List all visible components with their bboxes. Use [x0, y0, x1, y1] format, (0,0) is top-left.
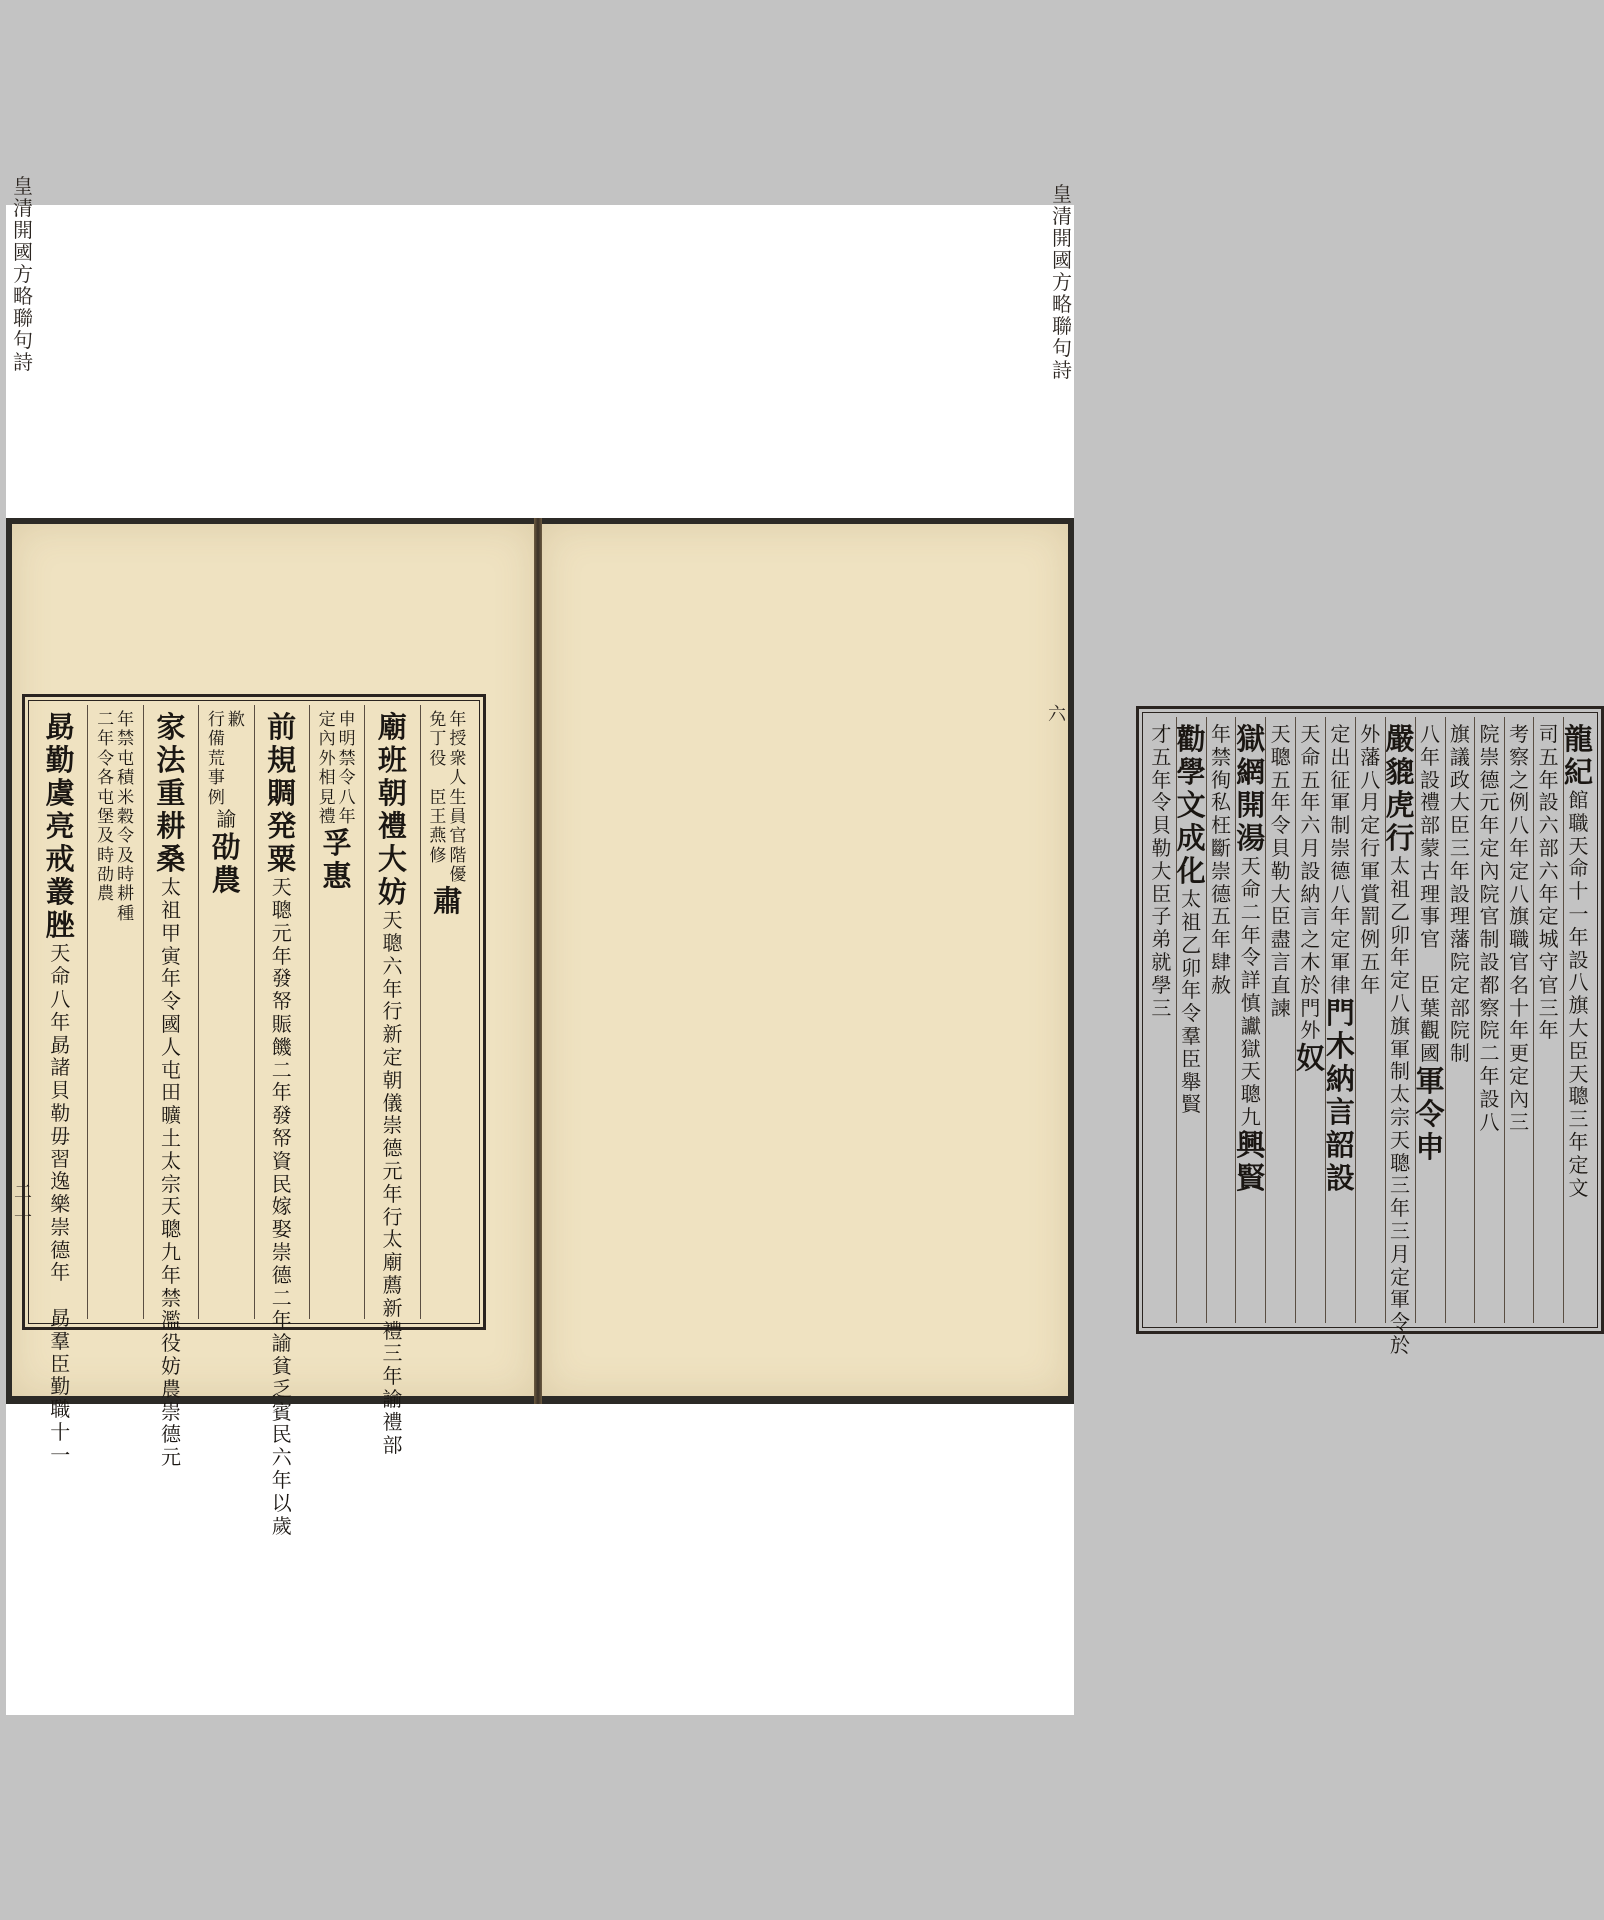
annotation-line: 歉 — [227, 710, 245, 730]
text-column — [364, 705, 419, 1457]
text-column — [1415, 717, 1445, 1323]
annotation-line: 院 崇 德 元 年 定 內 院 官 制 設 都 察 院 二 年 設 八 — [1479, 722, 1500, 1134]
annotation-line: 年 勗 羣 臣 勤 職 十 一 — [50, 1260, 71, 1467]
annotation-line: 太 宗 天 聰 九 年 禁 濫 役 妨 農 崇 德 元 — [160, 1148, 181, 1470]
text-column — [309, 705, 364, 1319]
text-column — [420, 705, 475, 1319]
annotation-line: 定 出 征 軍 制 崇 德 八 年 定 軍 律 — [1330, 722, 1351, 997]
right-margin-title-text: 皇 清 開 國 方 略 — [1052, 182, 1072, 316]
annotation-line: 年 禁 屯 積 米 穀 令 及 時 耕 種 — [117, 710, 135, 924]
text-column — [1206, 717, 1236, 1323]
text-column — [1504, 717, 1534, 1323]
left-margin-title — [12, 175, 34, 373]
text-column — [254, 705, 309, 1538]
text-column — [1533, 717, 1563, 1323]
annotation-line: 太 祖 乙 卯 年 令 羣 臣 舉 賢 — [1181, 887, 1202, 1117]
annotation-pair — [319, 711, 356, 827]
heading-verse: 龍 紀 — [1563, 722, 1593, 790]
text-column — [1325, 717, 1355, 1323]
heading-verse: 軍 令 申 — [1415, 1063, 1445, 1165]
annotation-line: 太 祖 乙 卯 年 定 八 旗 軍 制 — [1390, 854, 1411, 1084]
annotation-line: 行 備 荒 事 例 — [207, 710, 225, 808]
book-spread — [6, 518, 1593, 1538]
right-page-number: 六 — [1048, 704, 1066, 725]
annotation-line: 司 五 年 設 六 部 六 年 定 城 守 官 三 年 — [1538, 722, 1559, 1043]
heading-verse: 廟 班 朝 禮 大 妨 — [377, 710, 407, 910]
left-columns — [33, 705, 475, 1538]
annotation-line: 崇 德 二 年 — [271, 1239, 292, 1333]
annotation-line: 天 命 二 年 令 詳 慎 讞 獄 天 聰 九 — [1240, 854, 1261, 1129]
heading-verse: 奴 — [1295, 1041, 1325, 1076]
left-margin-sub-text: 聯 句 詩 — [13, 306, 33, 374]
annotation-line: 天 聰 五 年 令 貝 勒 大 臣 盡 言 直 諫 — [1270, 722, 1291, 1020]
text-column — [1385, 717, 1415, 1357]
annotation-line: 八 年 設 禮 部 蒙 古 理 事 官 臣 葉 觀 國 — [1420, 722, 1441, 1066]
annotation-line: 旗 議 政 大 臣 三 年 設 理 藩 院 定 部 院 制 — [1449, 722, 1470, 1066]
annotation-line: 年 授 衆 人 生 員 官 階 優 — [449, 710, 467, 885]
left-margin-title-text: 皇 清 開 國 方 略 — [13, 174, 33, 308]
annotation-line: 天 聰 元 年 發 帑 賑 饑 二 年 發 帑 資 民 嫁 娶 — [271, 875, 292, 1242]
annotation-line: 考 察 之 例 八 年 定 八 旗 職 官 名 十 年 更 定 內 三 — [1509, 722, 1530, 1134]
annotation-line: 太 祖 甲 寅 年 令 國 人 屯 田 曠 土 — [160, 875, 181, 1150]
annotation-line: 諭 — [216, 806, 237, 831]
text-column — [87, 705, 142, 1319]
heading-verse: 家 法 重 耕 桑 — [156, 710, 186, 877]
annotation-line: 太 廟 薦 新 禮 三 年 — [382, 1227, 403, 1389]
heading-verse: 獄 網 開 湯 — [1236, 722, 1266, 856]
text-column — [143, 705, 198, 1470]
annotation-line: 定 內 外 相 見 禮 — [318, 710, 336, 827]
annotation-line: 天 命 五 年 六 月 設 納 言 之 木 於 門 外 — [1300, 722, 1321, 1043]
heading-verse: 興 賢 — [1236, 1127, 1266, 1195]
annotation-line: 免 丁 役 臣 王 燕 修 — [429, 710, 447, 866]
text-column — [1265, 717, 1295, 1323]
text-column — [198, 705, 253, 1319]
annotation-line: 申 明 禁 令 八 年 — [338, 710, 356, 827]
heading-verse: 劭 農 — [211, 829, 241, 897]
heading-verse: 勸 學 文 成 化 — [1176, 722, 1206, 889]
right-margin-title — [1050, 183, 1074, 381]
heading-verse: 前 規 賙 発 粟 — [267, 710, 297, 877]
annotation-pair — [208, 711, 245, 808]
right-text-panel — [1136, 706, 1604, 1357]
right-margin-sub-text: 聯 句 詩 — [1052, 314, 1072, 382]
annotation-line: 二 年 令 各 屯 堡 及 時 劭 農 — [97, 710, 115, 905]
right-leaf — [542, 524, 1593, 1396]
annotation-line: 館 職 天 命 十 一 年 設 八 旗 大 臣 天 聰 三 年 定 文 — [1568, 788, 1589, 1200]
right-columns — [1147, 717, 1593, 1357]
text-column — [1235, 717, 1265, 1323]
annotation-line: 年 禁 徇 私 枉 斷 崇 德 五 年 肆 赦 — [1210, 722, 1231, 997]
annotation-pair — [429, 711, 466, 885]
book-gutter — [534, 518, 542, 1404]
annotation-line: 天 聰 六 年 行 新 定 朝 儀 崇 德 元 年 行 — [382, 908, 403, 1229]
heading-verse: 勗 勤 虞 亮 戒 叢 脞 — [45, 710, 75, 943]
text-column — [1295, 717, 1325, 1323]
annotation-pair — [97, 711, 134, 924]
annotation-line: 諭 禮 部 — [382, 1387, 403, 1457]
annotation-line: 太 宗 天 聰 三 年 三 月 定 軍 令 於 — [1390, 1082, 1411, 1357]
left-text-panel — [22, 694, 486, 1538]
annotation-line: 才 五 年 令 貝 勒 大 臣 子 弟 就 學 三 — [1151, 722, 1172, 1020]
text-column — [1355, 717, 1385, 1323]
left-leaf — [12, 524, 534, 1538]
text-column — [33, 705, 87, 1467]
heading-verse: 嚴 貔 虎 行 — [1385, 722, 1415, 856]
heading-verse: 肅 — [433, 884, 463, 919]
annotation-line: 天 命 八 年 — [50, 941, 71, 1034]
text-column — [1445, 717, 1475, 1323]
text-column — [1563, 717, 1593, 1323]
annotation-line: 諭 貧 乏 賓 民 六 年 以 歲 — [271, 1331, 292, 1538]
heading-verse: 門 木 納 言 韶 設 — [1325, 995, 1355, 1195]
left-page-number: 二 十 — [14, 1182, 32, 1229]
text-column — [1147, 717, 1176, 1323]
annotation-line: 勗 諸 貝 勒 毋 習 逸 樂 崇 德 — [50, 1032, 71, 1262]
text-column — [1474, 717, 1504, 1323]
annotation-line: 外 藩 八 月 定 行 軍 賞 罰 例 五 年 — [1360, 722, 1381, 997]
text-column — [1176, 717, 1206, 1323]
heading-verse: 孚 惠 — [322, 826, 352, 894]
